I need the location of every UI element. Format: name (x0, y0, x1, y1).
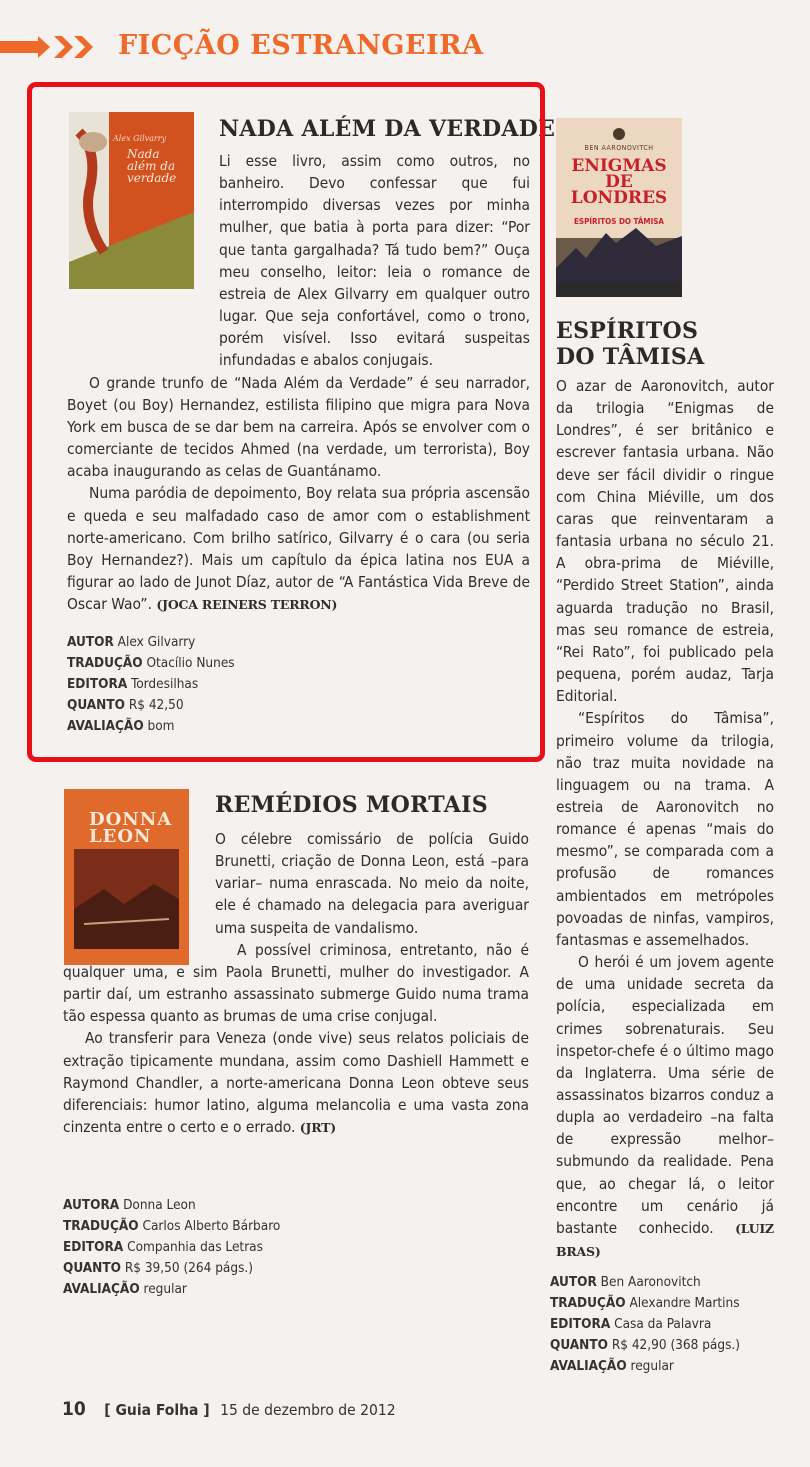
review-paragraph: Li esse livro, assim como outros, no banheiro. Devo confessar que fui interrompido diversas vezes por minha mulher, que batia à porta para dizer: “Por que tanta gargalhada? Tá tudo bem?” Ouça meu conselho, leitor: leia o romance de estreia de Alex Gilvarry em qualquer outro lugar. Que seja confortável, como o trono, porém visível. Isso evitará suspeitas infundadas e abalos conjugais. (219, 152, 530, 370)
review-paragraph: O grande trunfo de “Nada Além da Verdade” é seu narrador, Boyet (ou Boy) Hernandez, estilista filipino que migra para Nova York em busca de se dar bem na carreira. Após se envolver com o comerciante de tecidos Ahmed (na verdade, um terrorista), Boy acaba inaugurando as celas de Guantánamo. (67, 373, 530, 481)
detail-row (63, 1237, 280, 1258)
detail-row (550, 1293, 740, 1314)
detail-key: AUTORA (63, 1197, 120, 1213)
detail-value: Casa da Palavra (614, 1316, 712, 1332)
detail-row (550, 1335, 740, 1356)
detail-key: TRADUÇÃO (63, 1218, 139, 1234)
review-paragraph-text: O herói é um jovem agente de uma unidade secreta da polícia, especializada em crimes sobrenaturais. Seu inspetor-chefe é o último mago da Inglaterra. Uma série de assassinatos bizarros conduz a dupla ao verdadeiro –na falta de expressão melhor– submundo da realidade. Pena que, ao chegar lá, o leitor encontre um cenário já bastante conhecido. (556, 953, 774, 1237)
cover-author-line: DONNA (89, 809, 173, 830)
detail-value: Alexandre Martins (629, 1295, 740, 1311)
detail-key: AUTOR (67, 634, 114, 650)
detail-value: Otacílio Nunes (146, 655, 235, 671)
detail-key: AVALIAÇÃO (67, 718, 144, 734)
review-title-line: DO TÂMISA (556, 344, 705, 370)
detail-key: EDITORA (550, 1316, 611, 1332)
review-paragraph (63, 1027, 529, 1139)
detail-row (63, 1216, 280, 1237)
review-paragraph-text: Ao transferir para Veneza (onde vive) seus relatos policiais de extração tipicamente mundana, assim como Dashiell Hammett e Raymond Chandler, a norte-americana Donna Leon obteve seus diferenciais: humor latino, alguma melancolia e uma vasta zona cinzenta entre o certo e o errado. (63, 1029, 529, 1137)
review-paragraph (556, 951, 774, 1263)
book-details (550, 1272, 740, 1377)
triple-chevron-arrow-icon (0, 36, 95, 58)
review-title: REMÉDIOS MORTAIS (215, 792, 488, 818)
detail-value: R$ 42,90 (368 págs.) (611, 1337, 741, 1353)
cover-title-line: além da (127, 159, 176, 173)
publication-name: [ Guia Folha ] (104, 1401, 210, 1419)
detail-value: Donna Leon (123, 1197, 196, 1213)
detail-key: TRADUÇÃO (550, 1295, 626, 1311)
detail-row (63, 1258, 280, 1279)
detail-value: Ben Aaronovitch (600, 1274, 701, 1290)
detail-value: bom (147, 718, 175, 734)
reviewer-signature: (JRT) (299, 1120, 336, 1136)
review-paragraph: O azar de Aaronovitch, autor da trilogia “Enigmas de Londres”, é ser britânico e escrever fantasia urbana. Não deve ser fácil dividir o ringue com China Miéville, um dos caras que reinventaram a fantasia urbana no século 21. A obra-prima de Miéville, “Perdido Street Station”, ainda aguarda tradução no Brasil, mas seu romance de estreia, “Rei Rato”, foi publicado pela pequena, porém audaz, Tarja Editorial. (556, 377, 774, 706)
cover-author: BEN AARONOVITCH (584, 144, 654, 152)
detail-row (550, 1272, 740, 1293)
detail-key: AVALIAÇÃO (63, 1281, 140, 1297)
reviewer-signature: (LUIZ BRAS) (556, 1220, 774, 1260)
detail-key: EDITORA (63, 1239, 124, 1255)
review-title: NADA ALÉM DA VERDADE (219, 116, 556, 142)
detail-row (550, 1356, 740, 1377)
section-title: FICÇÃO ESTRANGEIRA (118, 30, 484, 61)
cover-title-line: verdade (127, 171, 177, 185)
review-paragraph: “Espíritos do Tâmisa”, primeiro volume da trilogia, não traz muita novidade na linguagem ou na trama. A estreia de Aaronovitch no romance é apenas “mais do mesmo”, se comparada com a profusão de romances ambientados em metrópoles povoadas de ninfas, vampiros, fantasmas e assemelhados. (556, 709, 774, 949)
reviewer-signature: (JOCA REINERS TERRON) (156, 597, 338, 613)
detail-value: R$ 39,50 (264 págs.) (124, 1260, 254, 1276)
book-details (63, 1195, 280, 1300)
review-title-line: ESPÍRITOS (556, 318, 699, 344)
cover-title-line: Nada (127, 147, 160, 161)
review-body (556, 375, 774, 1263)
page-footer (62, 1398, 396, 1420)
detail-value: regular (630, 1358, 674, 1374)
detail-value: regular (143, 1281, 187, 1297)
detail-key: TRADUÇÃO (67, 655, 143, 671)
detail-value: Carlos Alberto Bárbaro (142, 1218, 281, 1234)
book-cover-espiritos-do-tamisa (556, 118, 682, 297)
cover-author-line: LEON (89, 826, 152, 847)
review-paragraph (63, 939, 529, 1028)
cover-subtitle: ESPÍRITOS DO TÂMISA (573, 217, 665, 226)
detail-key: AVALIAÇÃO (550, 1358, 627, 1374)
detail-row (63, 1279, 280, 1300)
detail-value: Companhia das Letras (127, 1239, 263, 1255)
detail-value: Alex Gilvarry (117, 634, 196, 650)
detail-key: QUANTO (67, 697, 125, 713)
detail-key: QUANTO (550, 1337, 608, 1353)
highlight-box (27, 82, 545, 762)
cover-title-line: ENIGMAS (571, 156, 667, 176)
detail-key: QUANTO (63, 1260, 121, 1276)
detail-value: Tordesilhas (131, 676, 199, 692)
publication-date: 15 de dezembro de 2012 (220, 1401, 396, 1419)
page-number: 10 (62, 1398, 86, 1420)
detail-key: AUTOR (550, 1274, 597, 1290)
cover-title-line: LONDRES (570, 188, 668, 208)
review-paragraph: O célebre comissário de polícia Guido Brunetti, criação de Donna Leon, está –para variar– numa enrascada. No meio da noite, ele é chamado na delegacia para averiguar uma suspeita de vandalismo. (215, 830, 529, 937)
detail-value: R$ 42,50 (128, 697, 184, 713)
review-title (556, 318, 704, 370)
detail-row (550, 1314, 740, 1335)
detail-key: EDITORA (67, 676, 128, 692)
review-body (63, 828, 529, 1139)
cover-title-line: DE (605, 172, 633, 192)
cover-author: Alex Gilvarry (113, 134, 167, 143)
review-paragraph-text: Numa paródia de depoimento, Boy relata sua própria ascensão e queda e seu malfadado caso de amor com o establishment norte-americano. Com brilho satírico, Gilvarry é o cara (ou seria Boy Hernandez?). Mais um capítulo da épica latina nos EUA a figurar ao lado de Junot Díaz, autor de “A Fantástica Vida Breve de Oscar Wao”. (67, 484, 530, 614)
detail-row (63, 1195, 280, 1216)
review-paragraph-text: A possível criminosa, entretanto, não é qualquer uma, e sim Paola Brunetti, mulher do investigador. A partir daí, um estranho assassinato submerge Guido numa trama tão espessa quanto as brumas de uma crise conjugal. (63, 940, 529, 1026)
